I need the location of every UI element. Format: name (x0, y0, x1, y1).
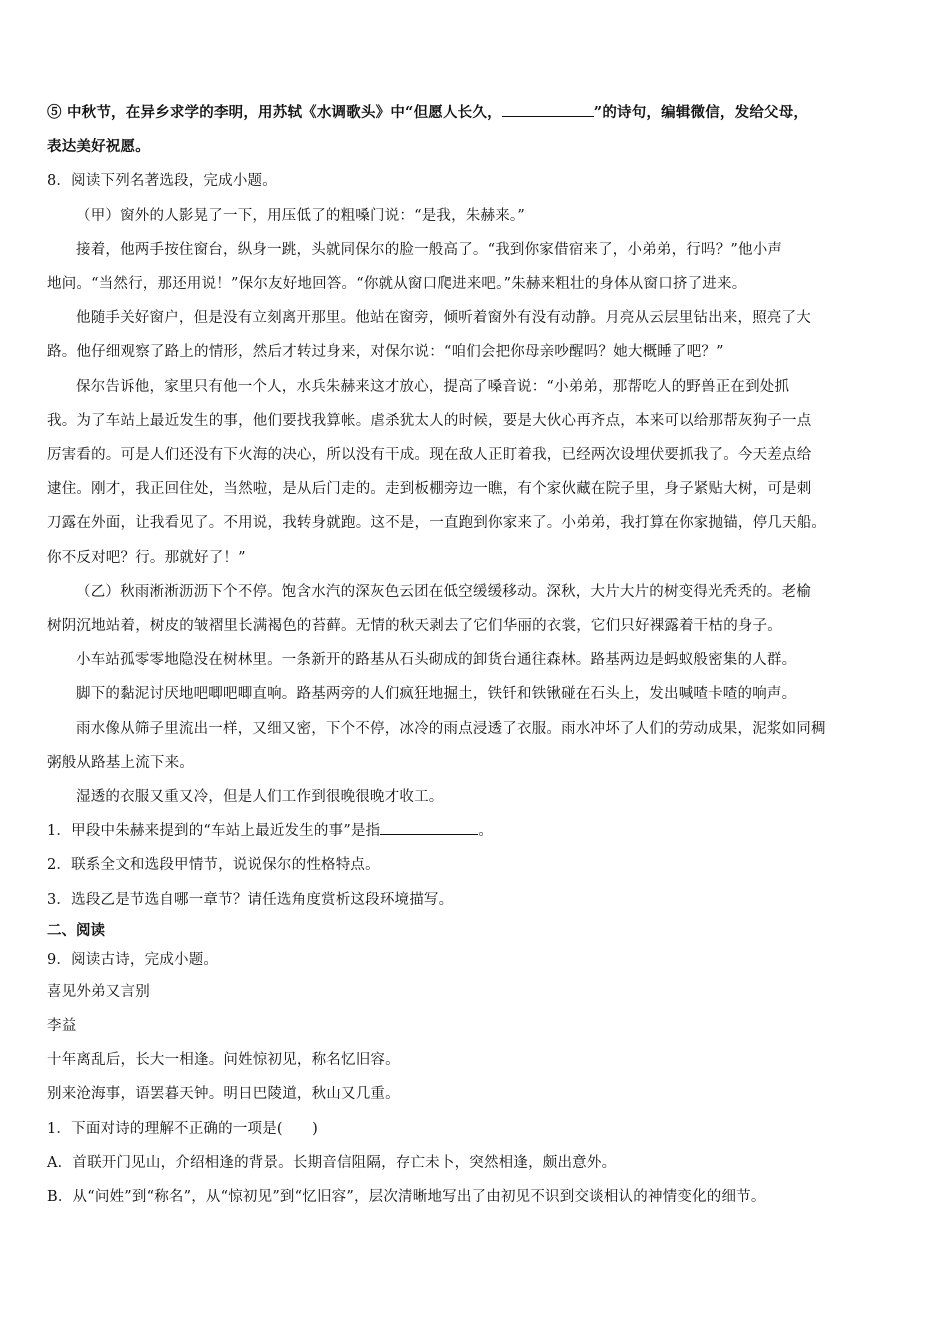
q8-jia-line: 保尔告诉他，家里只有他一个人，水兵朱赫来这才放心，提高了嗓音说：“小弟弟，那帮吃人的野兽正在到处抓 (76, 378, 790, 395)
q8-jia-line: 地问。“当然行，那还用说！”保尔友好地回答。“你就从窗口爬进来吧。”朱赫来粗壮的身体从窗口挤了进来。 (47, 276, 747, 293)
q8-jia-line: （甲）窗外的人影晃了一下，用压低了的粗嗓门说：“是我，朱赫来。” (76, 207, 525, 224)
q8-jia-line: 接着，他两手按住窗台，纵身一跳，头就同保尔的脸一般高了。“我到你家借宿来了，小弟弟，行吗？”他小声 (76, 241, 783, 258)
q8-jia-line: 你不反对吧？行。那就好了！” (47, 549, 246, 566)
q9-poem-line: 别来沧海事，语罢暮天钟。明日巴陵道，秋山又几重。 (47, 1086, 400, 1103)
q8-yi-line: 雨水像从筛子里流出一样，又细又密，下个不停，冰冷的雨点浸透了衣服。雨水冲坏了人们的劳动成果，泥浆如同稠 (76, 720, 826, 737)
q8-sub1-answer-blank[interactable] (380, 820, 478, 835)
q8-sub1-end: 。 (478, 823, 494, 840)
q9-poet: 李益 (47, 1018, 77, 1035)
q8-yi-line: （乙）秋雨淅淅沥沥下个不停。饱含水汽的深灰色云团在低空缓缓移动。深秋，大片大片的树变得光秃秃的。老榆 (76, 583, 811, 600)
q8-sub2: 2．联系全文和选段甲情节，说说保尔的性格特点。 (47, 857, 380, 874)
q8-yi-line: 脚下的黏泥讨厌地吧唧吧唧直响。路基两旁的人们疯狂地掘土，铁钎和铁锹碰在石头上，发出喊喳卡喳的响声。 (76, 686, 797, 703)
q5-line1-text-b: ”的诗句，编辑微信，发给父母， (593, 104, 809, 121)
q8-sub1 (47, 814, 909, 848)
q8-title: 8．阅读下列名著选段，完成小题。 (47, 173, 277, 190)
document-page (47, 96, 909, 1214)
q5-line1-text-a: ⑤ 中秋节，在异乡求学的李明，用苏轼《水调歌头》中“但愿人长久， (47, 104, 502, 121)
q8-sub3: 3．选段乙是节选自哪一章节？请任选角度赏析这段环境描写。 (47, 891, 454, 908)
q9-option-a: A．首联开门见山，介绍相逢的背景。长期音信阻隔，存亡未卜，突然相逢，颇出意外。 (47, 1154, 617, 1171)
q8-yi-line: 粥般从路基上流下来。 (47, 754, 194, 771)
q8-jia-line: 路。他仔细观察了路上的情形，然后才转过身来，对保尔说：“咱们会把你母亲吵醒吗？她大概睡了吧？” (47, 344, 724, 361)
section-two-heading: 二、阅读 (47, 921, 105, 939)
q8-sub1-text: 1．甲段中朱赫来提到的“车站上最近发生的事”是指 (47, 823, 381, 840)
q9-sub1: 1．下面对诗的理解不正确的一项是( ) (47, 1120, 319, 1137)
q8-yi-line: 树阴沉地站着，树皮的皱褶里长满褐色的苔藓。无情的秋天剥去了它们华丽的衣裳，它们只好裸露着干枯的身子。 (47, 618, 782, 635)
q8-yi-line: 湿透的衣服又重又冷，但是人们工作到很晚很晚才收工。 (76, 789, 444, 806)
q8-jia-line: 逮住。刚才，我正回住处，当然啦，是从后门走的。走到板棚旁边一瞧，有个家伙藏在院子里，身子紧贴大树，可是刺 (47, 481, 812, 498)
q9-poem-line: 十年离乱后，长大一相逢。问姓惊初见，称名忆旧容。 (47, 1052, 400, 1069)
q8-jia-line: 刀露在外面，让我看见了。不用说，我转身就跑。这不是，一直跑到你家来了。小弟弟，我打算在你家抛锚，停几天船。 (47, 515, 827, 532)
q5-line2: 表达美好祝愿。 (47, 138, 150, 156)
q8-jia-line: 他随手关好窗户，但是没有立刻离开那里。他站在窗旁，倾听着窗外有没有动静。月亮从云层里钻出来，照亮了大 (76, 310, 811, 327)
q8-yi-line: 小车站孤零零地隐没在树林里。一条新开的路基从石头砌成的卸货台通往森林。路基两边是蚂蚁般密集的人群。 (76, 652, 797, 669)
q9-option-b: B．从“问姓”到“称名”，从“惊初见”到“忆旧容”，层次清晰地写出了由初见不识到交谈相认的神情变化的细节。 (47, 1189, 766, 1206)
q8-jia-line: 我。为了车站上最近发生的事，他们要找我算帐。虐杀犹太人的时候，要是大伙心再齐点，本来可以给那帮灰狗子一点 (47, 412, 812, 429)
q9-title: 9．阅读古诗，完成小题。 (47, 951, 219, 968)
q8-jia-line: 厉害看的。可是人们还没有下火海的决心，所以没有干成。现在敌人正盯着我，已经两次设埋伏要抓我了。今天差点给 (47, 447, 812, 464)
q9-poem-title: 喜见外弟又言别 (47, 983, 150, 1000)
q5-line1 (47, 96, 909, 130)
q5-answer-blank[interactable] (502, 102, 594, 117)
